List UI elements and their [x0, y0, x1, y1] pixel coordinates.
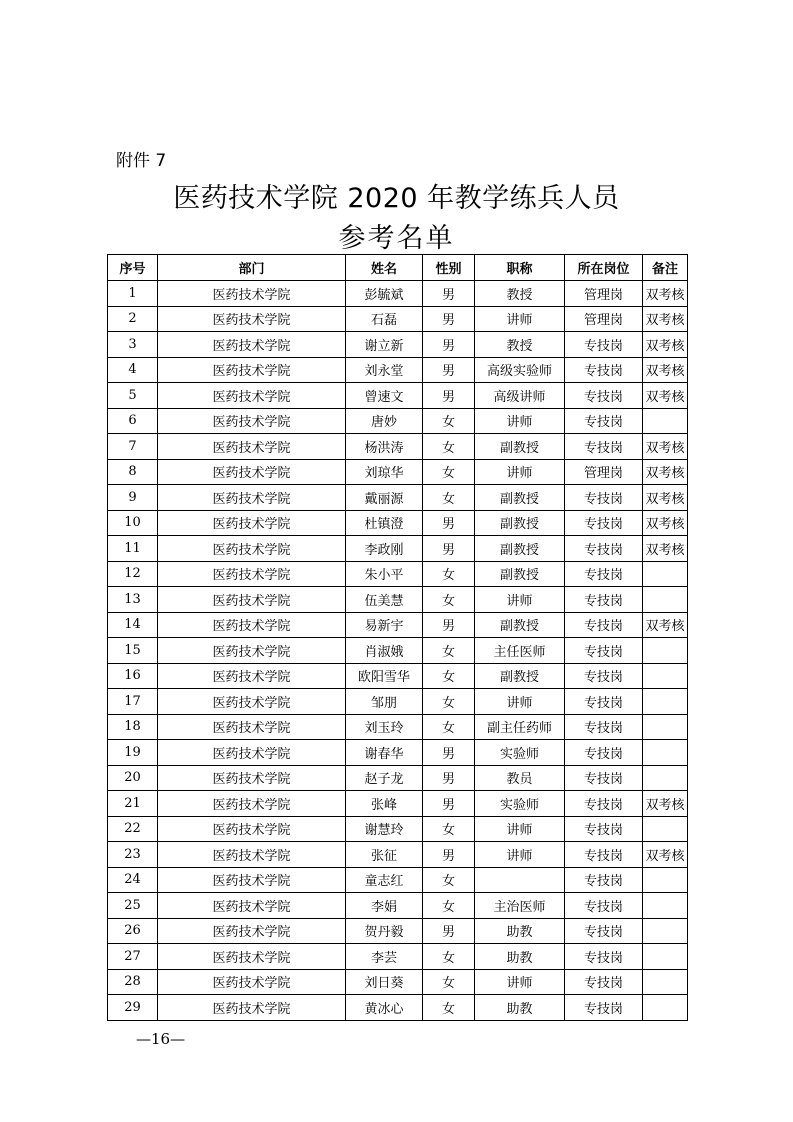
cell-gender: 女 [423, 867, 475, 893]
cell-department: 医药技术学院 [158, 612, 346, 638]
cell-index: 28 [108, 969, 158, 995]
cell-remark [643, 689, 688, 715]
cell-post: 专技岗 [565, 408, 643, 434]
cell-name: 李芸 [346, 944, 423, 970]
cell-name: 李政刚 [346, 536, 423, 562]
document-subtitle: 参考名单 [338, 223, 455, 254]
table-row [108, 459, 688, 485]
cell-index: 21 [108, 791, 158, 817]
cell-name: 张征 [346, 842, 423, 868]
cell-department: 医药技术学院 [158, 714, 346, 740]
cell-post: 专技岗 [565, 944, 643, 970]
table-row [108, 867, 688, 893]
cell-post: 专技岗 [565, 893, 643, 919]
table-row [108, 638, 688, 664]
personnel-table [107, 254, 688, 1021]
cell-remark: 双考核 [643, 383, 688, 409]
cell-post: 专技岗 [565, 867, 643, 893]
cell-name: 谢立新 [346, 332, 423, 358]
cell-name: 赵子龙 [346, 765, 423, 791]
cell-post: 管理岗 [565, 459, 643, 485]
attachment-label: 附件 7 [116, 151, 167, 171]
cell-department: 医药技术学院 [158, 357, 346, 383]
cell-post: 专技岗 [565, 561, 643, 587]
cell-gender: 女 [423, 485, 475, 511]
cell-index: 26 [108, 918, 158, 944]
cell-gender: 女 [423, 714, 475, 740]
cell-title: 讲师 [475, 459, 565, 485]
cell-remark [643, 969, 688, 995]
cell-title: 副教授 [475, 434, 565, 460]
cell-department: 医药技术学院 [158, 816, 346, 842]
cell-gender: 男 [423, 612, 475, 638]
cell-department: 医药技术学院 [158, 969, 346, 995]
cell-gender: 女 [423, 638, 475, 664]
table-row [108, 332, 688, 358]
cell-gender: 男 [423, 536, 475, 562]
cell-department: 医药技术学院 [158, 383, 346, 409]
table-row [108, 995, 688, 1021]
cell-remark: 双考核 [643, 357, 688, 383]
cell-remark [643, 561, 688, 587]
header-cell: 序号 [108, 255, 158, 281]
table-row [108, 434, 688, 460]
cell-title: 讲师 [475, 816, 565, 842]
cell-title: 讲师 [475, 842, 565, 868]
cell-remark [643, 714, 688, 740]
cell-department: 医药技术学院 [158, 638, 346, 664]
cell-remark: 双考核 [643, 791, 688, 817]
cell-department: 医药技术学院 [158, 663, 346, 689]
cell-gender: 女 [423, 893, 475, 919]
table-row [108, 969, 688, 995]
cell-post: 专技岗 [565, 357, 643, 383]
cell-remark [643, 944, 688, 970]
cell-title: 副教授 [475, 612, 565, 638]
document-title: 医药技术学院 2020 年教学练兵人员 [173, 183, 620, 214]
cell-department: 医药技术学院 [158, 408, 346, 434]
cell-index: 8 [108, 459, 158, 485]
cell-department: 医药技术学院 [158, 536, 346, 562]
cell-name: 朱小平 [346, 561, 423, 587]
cell-department: 医药技术学院 [158, 306, 346, 332]
cell-post: 专技岗 [565, 332, 643, 358]
cell-department: 医药技术学院 [158, 510, 346, 536]
cell-remark [643, 995, 688, 1021]
page-number: —16— [136, 1030, 186, 1048]
cell-gender: 女 [423, 434, 475, 460]
table-row [108, 944, 688, 970]
cell-department: 医药技术学院 [158, 842, 346, 868]
cell-gender: 女 [423, 459, 475, 485]
cell-remark [643, 918, 688, 944]
cell-remark [643, 638, 688, 664]
cell-name: 张峰 [346, 791, 423, 817]
cell-index: 6 [108, 408, 158, 434]
cell-title: 讲师 [475, 306, 565, 332]
cell-remark [643, 740, 688, 766]
cell-index: 5 [108, 383, 158, 409]
cell-name: 贺丹毅 [346, 918, 423, 944]
cell-index: 14 [108, 612, 158, 638]
cell-name: 谢慧玲 [346, 816, 423, 842]
cell-index: 11 [108, 536, 158, 562]
cell-post: 专技岗 [565, 485, 643, 511]
cell-title: 教员 [475, 765, 565, 791]
cell-name: 戴丽源 [346, 485, 423, 511]
cell-index: 23 [108, 842, 158, 868]
cell-department: 医药技术学院 [158, 867, 346, 893]
cell-title: 副教授 [475, 663, 565, 689]
table-row [108, 408, 688, 434]
cell-title: 助教 [475, 918, 565, 944]
cell-name: 肖淑娥 [346, 638, 423, 664]
cell-department: 医药技术学院 [158, 765, 346, 791]
cell-department: 医药技术学院 [158, 995, 346, 1021]
cell-name: 曾速文 [346, 383, 423, 409]
cell-gender: 女 [423, 663, 475, 689]
cell-index: 10 [108, 510, 158, 536]
cell-index: 15 [108, 638, 158, 664]
cell-name: 唐妙 [346, 408, 423, 434]
cell-post: 专技岗 [565, 765, 643, 791]
cell-title: 助教 [475, 995, 565, 1021]
cell-gender: 男 [423, 918, 475, 944]
header-cell: 职称 [475, 255, 565, 281]
cell-remark [643, 587, 688, 613]
cell-title: 讲师 [475, 969, 565, 995]
cell-name: 李娟 [346, 893, 423, 919]
cell-remark: 双考核 [643, 434, 688, 460]
cell-name: 欧阳雪华 [346, 663, 423, 689]
cell-title: 高级实验师 [475, 357, 565, 383]
cell-post: 专技岗 [565, 383, 643, 409]
cell-index: 24 [108, 867, 158, 893]
table-row [108, 893, 688, 919]
cell-remark: 双考核 [643, 510, 688, 536]
cell-title: 副主任药师 [475, 714, 565, 740]
table-row [108, 714, 688, 740]
cell-title [475, 867, 565, 893]
cell-title: 讲师 [475, 587, 565, 613]
cell-gender: 男 [423, 765, 475, 791]
cell-gender: 女 [423, 969, 475, 995]
cell-department: 医药技术学院 [158, 918, 346, 944]
cell-department: 医药技术学院 [158, 587, 346, 613]
cell-post: 专技岗 [565, 969, 643, 995]
cell-gender: 男 [423, 281, 475, 307]
cell-post: 专技岗 [565, 740, 643, 766]
cell-index: 22 [108, 816, 158, 842]
cell-remark: 双考核 [643, 536, 688, 562]
cell-post: 专技岗 [565, 918, 643, 944]
table-row [108, 918, 688, 944]
table-row [108, 612, 688, 638]
cell-name: 刘永堂 [346, 357, 423, 383]
cell-gender: 女 [423, 816, 475, 842]
cell-gender: 男 [423, 357, 475, 383]
cell-remark: 双考核 [643, 612, 688, 638]
cell-index: 19 [108, 740, 158, 766]
cell-index: 18 [108, 714, 158, 740]
cell-gender: 男 [423, 332, 475, 358]
table-row [108, 663, 688, 689]
cell-index: 27 [108, 944, 158, 970]
cell-index: 2 [108, 306, 158, 332]
cell-remark [643, 663, 688, 689]
cell-remark [643, 408, 688, 434]
table-row [108, 510, 688, 536]
cell-gender: 女 [423, 408, 475, 434]
cell-name: 童志红 [346, 867, 423, 893]
table-row [108, 357, 688, 383]
cell-name: 杨洪涛 [346, 434, 423, 460]
cell-title: 副教授 [475, 510, 565, 536]
table-row [108, 740, 688, 766]
table-row [108, 587, 688, 613]
cell-post: 专技岗 [565, 663, 643, 689]
cell-remark: 双考核 [643, 306, 688, 332]
cell-title: 副教授 [475, 536, 565, 562]
cell-remark [643, 816, 688, 842]
cell-name: 黄冰心 [346, 995, 423, 1021]
cell-index: 12 [108, 561, 158, 587]
cell-name: 彭毓斌 [346, 281, 423, 307]
cell-title: 教授 [475, 332, 565, 358]
cell-department: 医药技术学院 [158, 332, 346, 358]
cell-department: 医药技术学院 [158, 944, 346, 970]
table-row [108, 485, 688, 511]
table-row [108, 842, 688, 868]
cell-name: 刘玉玲 [346, 714, 423, 740]
cell-department: 医药技术学院 [158, 281, 346, 307]
cell-remark: 双考核 [643, 842, 688, 868]
cell-index: 16 [108, 663, 158, 689]
cell-department: 医药技术学院 [158, 791, 346, 817]
cell-index: 4 [108, 357, 158, 383]
cell-post: 专技岗 [565, 816, 643, 842]
cell-department: 医药技术学院 [158, 893, 346, 919]
cell-name: 邹朋 [346, 689, 423, 715]
cell-gender: 女 [423, 561, 475, 587]
cell-post: 专技岗 [565, 842, 643, 868]
cell-name: 刘琼华 [346, 459, 423, 485]
cell-index: 25 [108, 893, 158, 919]
cell-post: 专技岗 [565, 791, 643, 817]
cell-post: 专技岗 [565, 638, 643, 664]
cell-post: 专技岗 [565, 434, 643, 460]
table-body [108, 281, 688, 1021]
cell-department: 医药技术学院 [158, 561, 346, 587]
table-row [108, 765, 688, 791]
cell-name: 石磊 [346, 306, 423, 332]
header-cell: 性别 [423, 255, 475, 281]
cell-title: 实验师 [475, 791, 565, 817]
cell-gender: 女 [423, 689, 475, 715]
table-header-row [108, 255, 688, 281]
cell-name: 伍美慧 [346, 587, 423, 613]
table-row [108, 689, 688, 715]
cell-department: 医药技术学院 [158, 485, 346, 511]
cell-department: 医药技术学院 [158, 740, 346, 766]
cell-title: 讲师 [475, 408, 565, 434]
cell-gender: 男 [423, 842, 475, 868]
cell-title: 副教授 [475, 485, 565, 511]
cell-name: 谢春华 [346, 740, 423, 766]
cell-gender: 女 [423, 995, 475, 1021]
table-row [108, 561, 688, 587]
cell-index: 3 [108, 332, 158, 358]
cell-name: 刘日葵 [346, 969, 423, 995]
table-row [108, 306, 688, 332]
cell-gender: 男 [423, 383, 475, 409]
cell-name: 杜镇澄 [346, 510, 423, 536]
cell-remark: 双考核 [643, 485, 688, 511]
cell-post: 管理岗 [565, 281, 643, 307]
cell-remark: 双考核 [643, 459, 688, 485]
cell-index: 7 [108, 434, 158, 460]
cell-post: 专技岗 [565, 995, 643, 1021]
cell-department: 医药技术学院 [158, 459, 346, 485]
cell-gender: 女 [423, 587, 475, 613]
cell-post: 专技岗 [565, 510, 643, 536]
cell-index: 20 [108, 765, 158, 791]
cell-post: 专技岗 [565, 536, 643, 562]
cell-index: 17 [108, 689, 158, 715]
cell-title: 实验师 [475, 740, 565, 766]
cell-title: 主治医师 [475, 893, 565, 919]
cell-index: 1 [108, 281, 158, 307]
header-cell: 姓名 [346, 255, 423, 281]
cell-post: 专技岗 [565, 689, 643, 715]
cell-post: 专技岗 [565, 587, 643, 613]
cell-gender: 男 [423, 510, 475, 536]
cell-post: 专技岗 [565, 714, 643, 740]
header-cell: 部门 [158, 255, 346, 281]
cell-title: 副教授 [475, 561, 565, 587]
table-row [108, 791, 688, 817]
cell-gender: 男 [423, 740, 475, 766]
cell-remark: 双考核 [643, 332, 688, 358]
table-row [108, 383, 688, 409]
cell-name: 易新宇 [346, 612, 423, 638]
cell-title: 讲师 [475, 689, 565, 715]
cell-title: 教授 [475, 281, 565, 307]
cell-remark [643, 867, 688, 893]
cell-title: 主任医师 [475, 638, 565, 664]
header-cell: 所在岗位 [565, 255, 643, 281]
cell-title: 高级讲师 [475, 383, 565, 409]
cell-department: 医药技术学院 [158, 689, 346, 715]
cell-post: 管理岗 [565, 306, 643, 332]
table-row [108, 536, 688, 562]
cell-remark: 双考核 [643, 281, 688, 307]
table-row [108, 816, 688, 842]
cell-index: 29 [108, 995, 158, 1021]
cell-gender: 男 [423, 306, 475, 332]
cell-index: 13 [108, 587, 158, 613]
cell-title: 助教 [475, 944, 565, 970]
table-row [108, 281, 688, 307]
cell-remark [643, 893, 688, 919]
header-cell: 备注 [643, 255, 688, 281]
cell-post: 专技岗 [565, 612, 643, 638]
cell-gender: 女 [423, 944, 475, 970]
cell-department: 医药技术学院 [158, 434, 346, 460]
cell-index: 9 [108, 485, 158, 511]
cell-remark [643, 765, 688, 791]
cell-gender: 男 [423, 791, 475, 817]
